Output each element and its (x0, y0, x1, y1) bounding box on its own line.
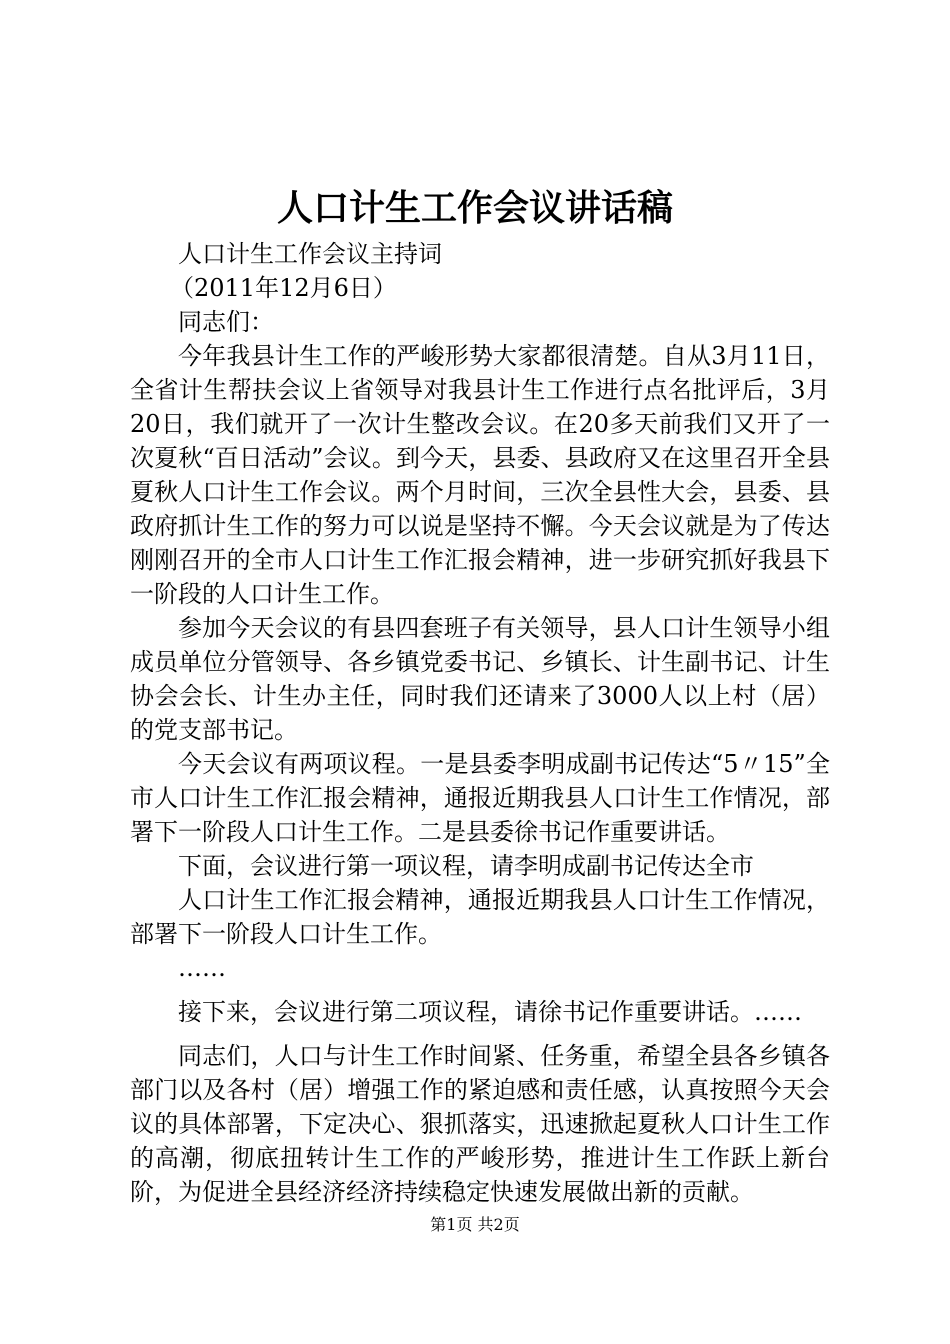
paragraph-next: 接下来，会议进行第二项议程，请徐书记作重要讲话。…… (178, 998, 802, 1026)
paragraph-2: 参加今天会议的有县四套班子有关领导，县人口计生领导小组成员单位分管领导、各乡镇党委书记、乡镇长、计生副书记、计生协会会长、计生办主任，同时我们还请来了3000人以上村（居）的党支部书记。 (130, 614, 830, 744)
paragraph-4: 下面，会议进行第一项议程，请李明成副书记传达全市 (178, 852, 754, 880)
document-body (130, 237, 830, 1209)
document-date: （2011年12月6日） (170, 274, 397, 302)
document-subtitle: 人口计生工作会议主持词 (178, 240, 442, 268)
closing-paragraph: 同志们，人口与计生工作时间紧、任务重，希望全县各乡镇各部门以及各村（居）增强工作的紧迫感和责任感，认真按照今天会议的具体部署，下定决心、狠抓落实，迅速掀起夏秋人口计生工作的高潮，彻底扭转计生工作的严峻形势，推进计生工作跃上新台阶，为促进全县经济经济持续稳定快速发展做出新的贡献。 (130, 1042, 830, 1206)
paragraph-5: 人口计生工作汇报会精神，通报近期我县人口计生工作情况，部署下一阶段人口计生工作。 (130, 886, 830, 948)
page-title: 人口计生工作会议讲话稿 (276, 187, 673, 229)
ellipsis-line: …… (178, 954, 226, 982)
paragraph-3: 今天会议有两项议程。一是县委李明成副书记传达“5〃15”全市人口计生工作汇报会精神，通报近期我县人口计生工作情况，部署下一阶段人口计生工作。二是县委徐书记作重要讲话。 (130, 750, 830, 846)
salutation: 同志们： (178, 308, 274, 336)
paragraph-1: 今年我县计生工作的严峻形势大家都很清楚。自从3月11日，全省计生帮扶会议上省领导对我县计生工作进行点名批评后，3月20日，我们就开了一次计生整改会议。在20多天前我们又开了一次夏秋“百日活动”会议。到今天，县委、县政府又在这里召开全县夏秋人口计生工作会议。两个月时间，三次全县性大会，县委、县政府抓计生工作的努力可以说是坚持不懈。今天会议就是为了传达刚刚召开的全市人口计生工作汇报会精神，进一步研究抓好我县下一阶段的人口计生工作。 (130, 342, 830, 608)
page-footer: 第1页 共2页 (430, 1215, 520, 1234)
